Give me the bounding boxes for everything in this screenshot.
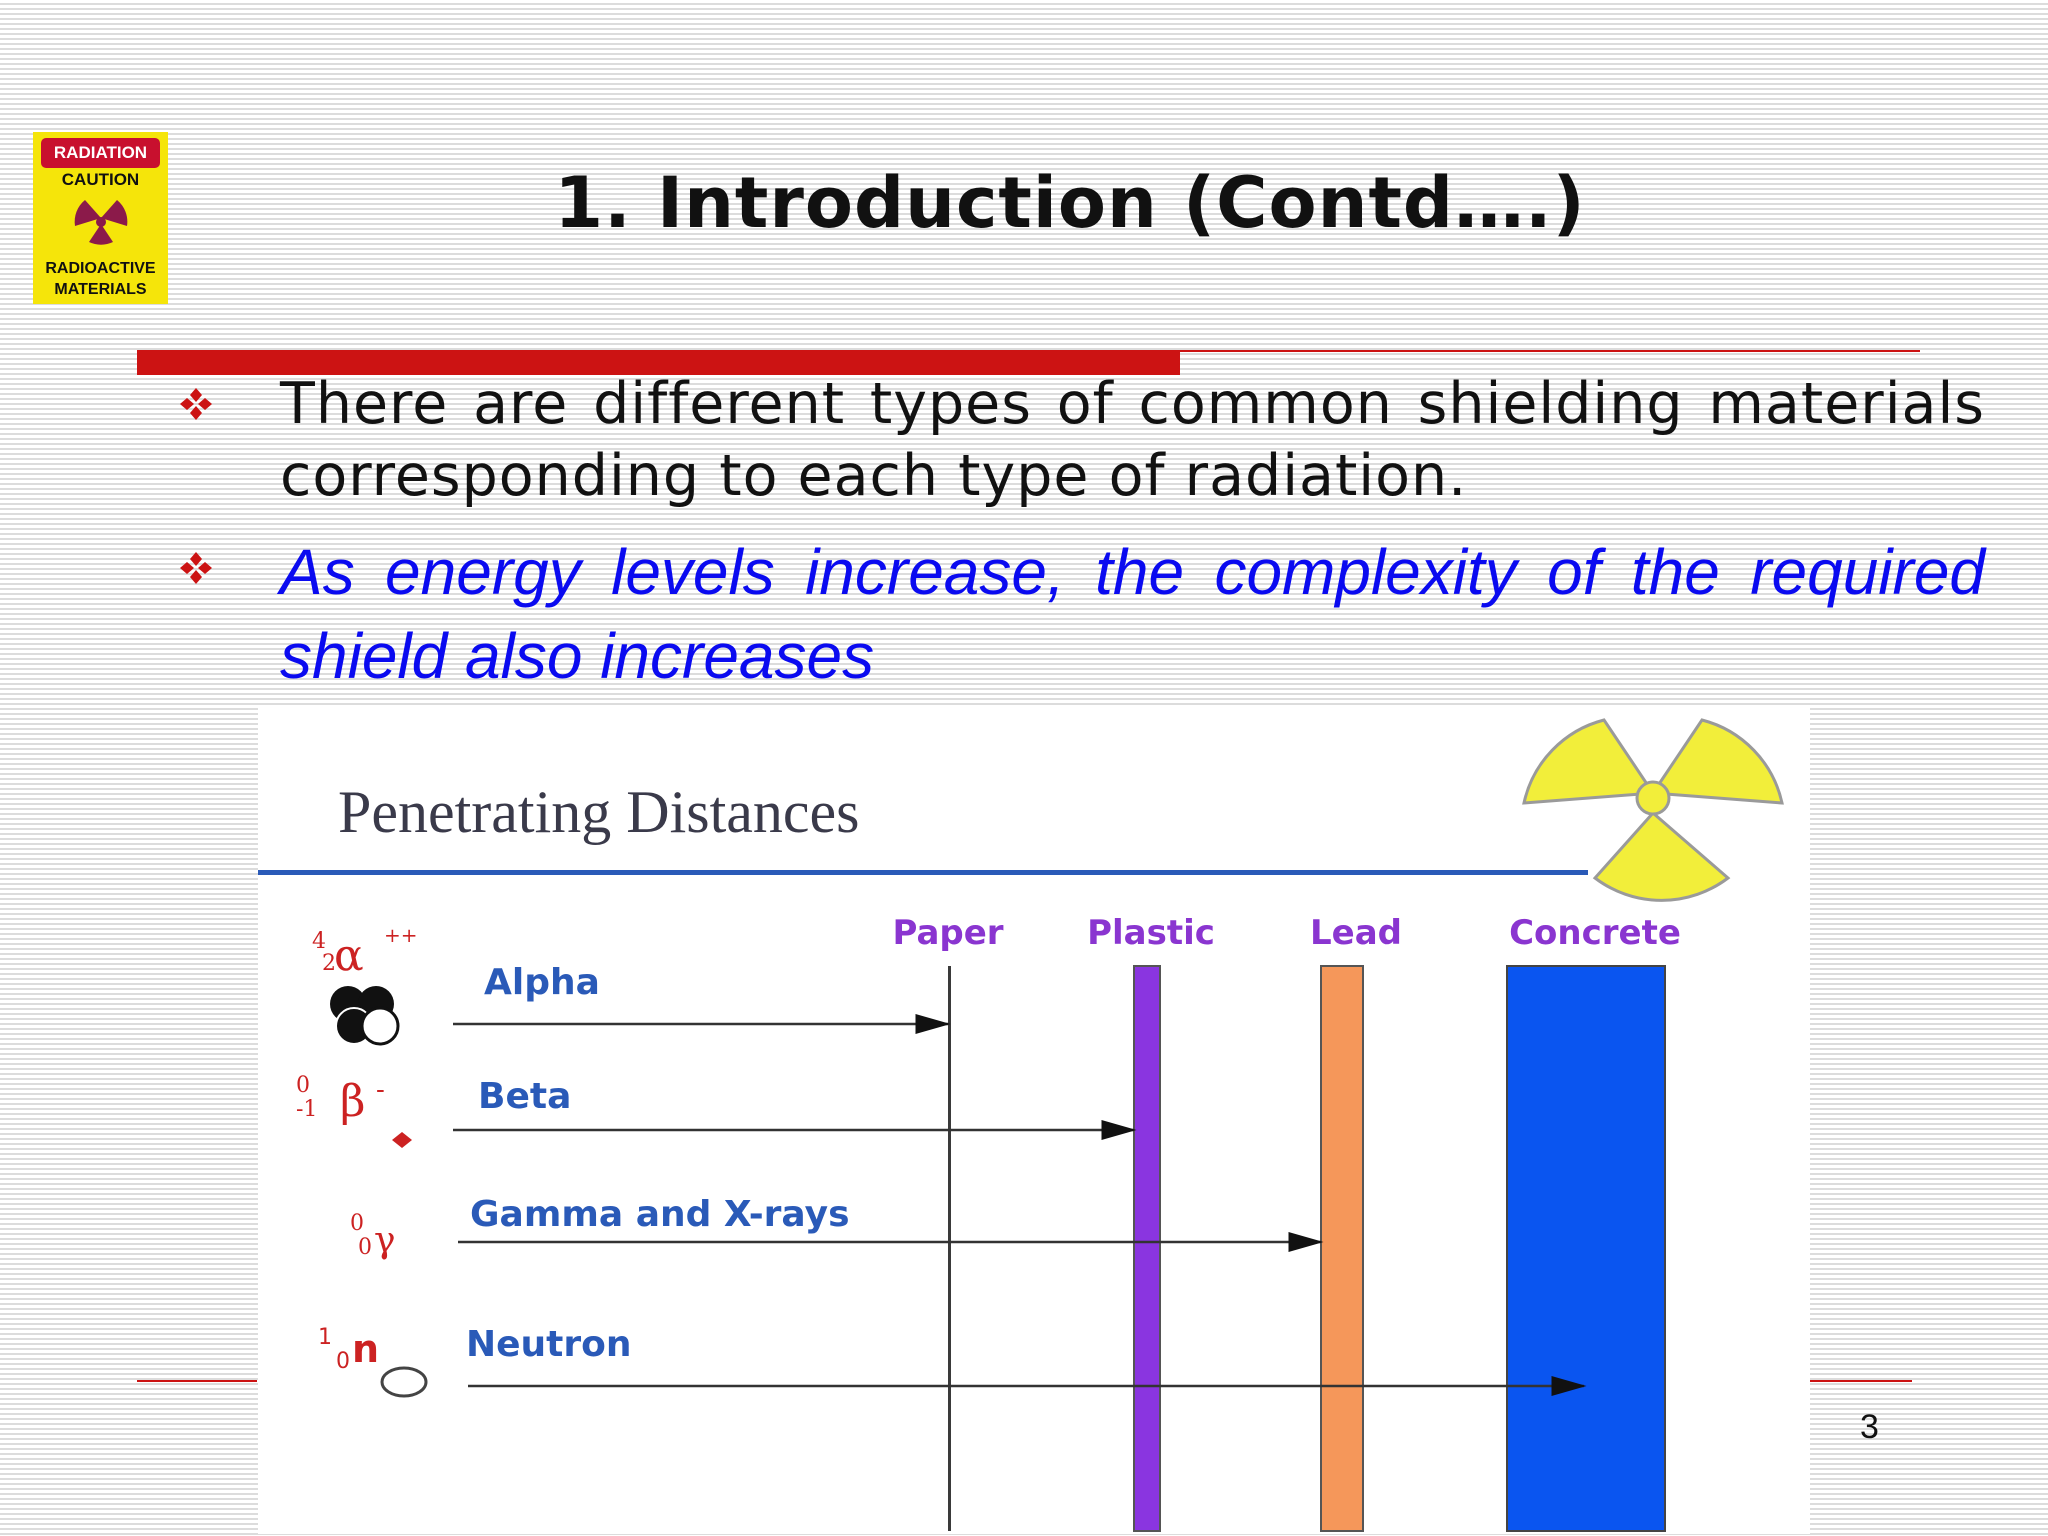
barrier-label-lead: Lead xyxy=(1309,913,1403,953)
footer-rule-right xyxy=(1810,1380,1912,1382)
svg-text:4: 4 xyxy=(312,929,326,954)
title-underline-thin xyxy=(1180,350,1920,352)
radiation-caution-logo xyxy=(33,132,168,304)
slide-title: 1. Introduction (Contd….) xyxy=(554,162,1586,244)
barrier-lead xyxy=(1321,966,1363,1531)
svg-text:0: 0 xyxy=(350,1211,364,1236)
radiation-trefoil-icon xyxy=(71,192,131,256)
barrier-label-paper: Paper xyxy=(892,913,1004,953)
bullet-text-1: There are different types of common shielding materials corresponding to each type of radiation. xyxy=(280,371,1985,509)
radiation-label-neutron: Neutron xyxy=(466,1324,632,1365)
radiation-label-gamma: Gamma and X-rays xyxy=(470,1194,850,1235)
alpha-particle-icon xyxy=(330,986,398,1044)
page-number: 3 xyxy=(1860,1408,1879,1446)
logo-header: RADIATION xyxy=(41,138,160,168)
svg-text:2: 2 xyxy=(322,951,336,976)
svg-text:0: 0 xyxy=(296,1073,310,1098)
svg-text:γ: γ xyxy=(374,1220,396,1261)
svg-text:-: - xyxy=(376,1075,385,1105)
svg-text:n: n xyxy=(352,1327,380,1371)
svg-text:++: ++ xyxy=(384,923,418,947)
barrier-concrete xyxy=(1507,966,1665,1531)
beta-symbol xyxy=(296,1073,385,1127)
neutron-symbol xyxy=(318,1325,379,1374)
bullet-text-2: As energy levels increase, the complexity of the required shield also increases xyxy=(280,536,1985,692)
svg-text:0: 0 xyxy=(336,1349,350,1374)
barrier-label-plastic: Plastic xyxy=(1087,913,1215,953)
diamond-bullet-icon xyxy=(178,550,214,586)
svg-text:-1: -1 xyxy=(296,1097,318,1122)
penetrating-distances-diagram xyxy=(258,708,1810,1534)
logo-footer-line2: MATERIALS xyxy=(54,281,147,298)
beta-particle-icon xyxy=(392,1132,412,1148)
alpha-symbol xyxy=(312,923,418,981)
radiation-label-beta: Beta xyxy=(478,1076,572,1117)
barrier-label-concrete: Concrete xyxy=(1509,913,1681,953)
barrier-paper xyxy=(948,966,951,1531)
gamma-symbol xyxy=(350,1211,396,1261)
figure-heading: Penetrating Distances xyxy=(338,779,860,845)
svg-text:0: 0 xyxy=(358,1235,372,1260)
heading-rule xyxy=(258,870,1588,875)
logo-footer-line1: RADIOACTIVE xyxy=(45,260,156,277)
svg-text:β: β xyxy=(340,1076,366,1127)
neutron-particle-icon xyxy=(382,1368,426,1396)
logo-subheader: CAUTION xyxy=(61,170,140,189)
diamond-bullet-icon xyxy=(178,386,214,422)
penetrating-distances-figure xyxy=(258,708,1810,1534)
radiation-label-alpha: Alpha xyxy=(484,962,600,1003)
svg-text:1: 1 xyxy=(318,1325,332,1350)
footer-rule-left xyxy=(137,1380,257,1382)
barrier-plastic xyxy=(1134,966,1160,1531)
svg-text:α: α xyxy=(334,930,364,981)
